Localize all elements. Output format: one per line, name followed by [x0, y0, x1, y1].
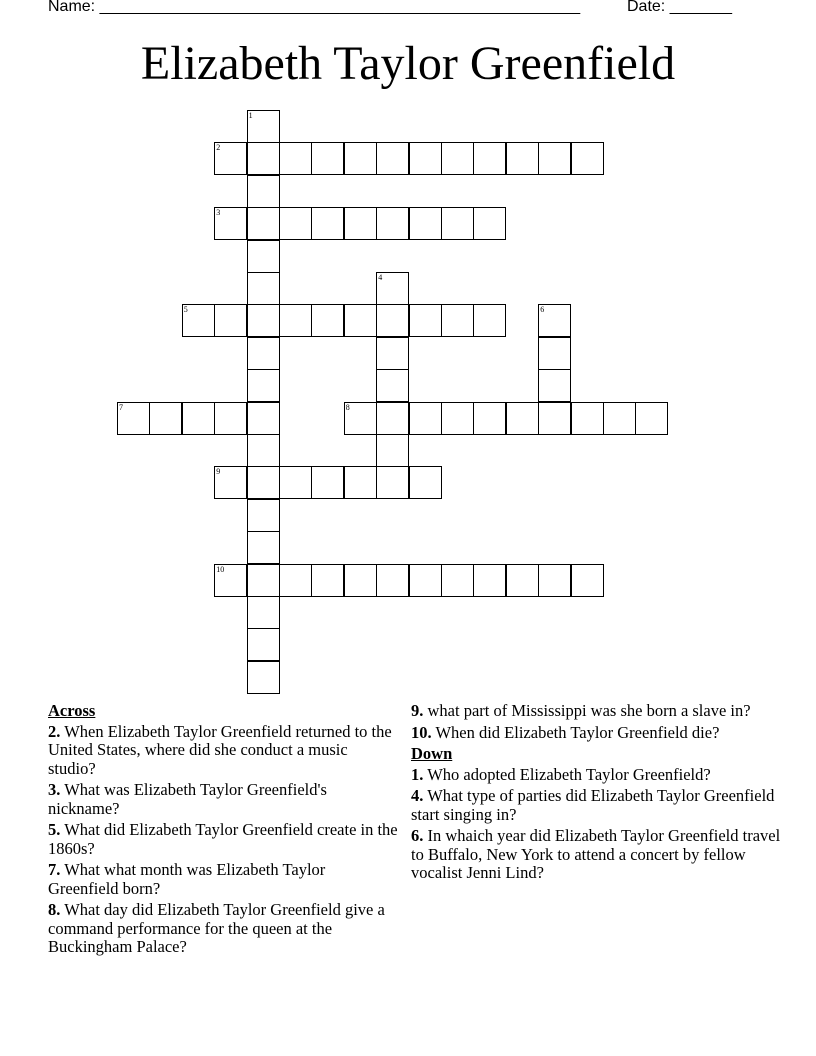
crossword-cell[interactable] — [247, 402, 280, 435]
clue-across-9 — [411, 702, 781, 721]
crossword-cell[interactable] — [247, 175, 280, 208]
crossword-cell[interactable] — [376, 304, 409, 337]
crossword-cell[interactable] — [376, 402, 409, 435]
crossword-cell[interactable] — [311, 304, 344, 337]
clue-number: 10. — [411, 722, 432, 742]
crossword-cell[interactable] — [247, 337, 280, 370]
crossword-cell[interactable] — [214, 304, 247, 337]
crossword-cell[interactable] — [376, 272, 409, 305]
crossword-cell[interactable] — [409, 564, 442, 597]
clue-text: What was Elizabeth Taylor Greenfield's nickname? — [48, 780, 327, 818]
crossword-cell[interactable] — [635, 402, 668, 435]
crossword-cell[interactable] — [538, 142, 571, 175]
crossword-cell[interactable] — [376, 466, 409, 499]
crossword-cell[interactable] — [247, 628, 280, 661]
clue-number-label: 8 — [345, 402, 350, 412]
crossword-cell[interactable] — [279, 207, 312, 240]
crossword-cell[interactable] — [344, 466, 377, 499]
crossword-cell[interactable] — [247, 661, 280, 694]
crossword-cell[interactable] — [311, 564, 344, 597]
crossword-cell[interactable] — [409, 142, 442, 175]
crossword-cell[interactable] — [538, 402, 571, 435]
crossword-cell[interactable] — [149, 402, 182, 435]
clue-number-label: 2 — [216, 143, 221, 153]
crossword-cell[interactable] — [344, 402, 377, 435]
crossword-cell[interactable] — [117, 402, 150, 435]
crossword-cell[interactable] — [473, 402, 506, 435]
clue-number: 6. — [411, 826, 424, 845]
crossword-cell[interactable] — [376, 337, 409, 370]
crossword-cell[interactable] — [506, 564, 539, 597]
crossword-cell[interactable] — [441, 142, 474, 175]
crossword-cell[interactable] — [376, 564, 409, 597]
crossword-cell[interactable] — [344, 207, 377, 240]
clue-text: When Elizabeth Taylor Greenfield returned to the United States, where did she conduct a music studio? — [48, 721, 392, 778]
date-field[interactable]: Date: _______ — [627, 0, 732, 15]
crossword-cell[interactable] — [409, 304, 442, 337]
crossword-cell[interactable] — [441, 207, 474, 240]
crossword-cell[interactable] — [571, 142, 604, 175]
crossword-cell[interactable] — [311, 466, 344, 499]
crossword-cell[interactable] — [247, 142, 280, 175]
clue-number-label: 4 — [378, 273, 383, 282]
clue-text: What type of parties did Elizabeth Taylor Greenfield start singing in? — [411, 786, 775, 824]
crossword-cell[interactable] — [376, 369, 409, 402]
crossword-cell[interactable] — [603, 402, 636, 435]
crossword-cell[interactable] — [247, 434, 280, 467]
down-heading: Down — [411, 744, 453, 763]
crossword-cell[interactable] — [409, 466, 442, 499]
crossword-cell[interactable] — [409, 402, 442, 435]
clue-number-label: 10 — [216, 564, 225, 574]
crossword-cell[interactable] — [182, 304, 215, 337]
crossword-cell[interactable] — [344, 142, 377, 175]
crossword-cell[interactable] — [538, 304, 571, 337]
clue-down-6 — [411, 827, 781, 883]
crossword-cell[interactable] — [311, 142, 344, 175]
crossword-cell[interactable] — [344, 564, 377, 597]
clue-number: 3. — [48, 780, 61, 799]
crossword-cell[interactable] — [247, 207, 280, 240]
crossword-cell[interactable] — [247, 564, 280, 597]
crossword-cell[interactable] — [247, 596, 280, 629]
clue-number-label: 1 — [248, 111, 253, 120]
crossword-cell[interactable] — [538, 369, 571, 402]
crossword-cell[interactable] — [214, 466, 247, 499]
crossword-cell[interactable] — [571, 402, 604, 435]
crossword-cell[interactable] — [376, 142, 409, 175]
name-field[interactable]: Name: ______________________________________________________ — [48, 0, 581, 15]
page-title: Elizabeth Taylor Greenfield — [140, 37, 676, 90]
clue-number: 8. — [48, 900, 61, 919]
clue-text: When did Elizabeth Taylor Greenfield die? — [435, 722, 720, 742]
clues-column-left — [48, 702, 398, 960]
clue-number: 4. — [411, 786, 424, 805]
crossword-cell[interactable] — [247, 272, 280, 305]
clues-column-right — [411, 702, 781, 886]
clue-text: What what month was Elizabeth Taylor Greenfield born? — [48, 860, 326, 898]
clue-number: 7. — [48, 860, 61, 879]
clue-number: 1. — [411, 764, 424, 784]
crossword-cell[interactable] — [538, 337, 571, 370]
crossword-cell[interactable] — [279, 304, 312, 337]
crossword-cell[interactable] — [376, 434, 409, 467]
crossword-cell[interactable] — [506, 142, 539, 175]
clue-down-1 — [411, 766, 781, 785]
clue-number-label: 5 — [183, 305, 188, 315]
clue-number-label: 6 — [540, 305, 545, 315]
crossword-cell[interactable] — [311, 207, 344, 240]
clue-number: 5. — [48, 820, 61, 839]
crossword-cell[interactable] — [441, 564, 474, 597]
clue-text: Who adopted Elizabeth Taylor Greenfield? — [427, 764, 711, 784]
crossword-cell[interactable] — [279, 142, 312, 175]
clue-number-label: 9 — [216, 467, 221, 477]
crossword-cell[interactable] — [473, 564, 506, 597]
clue-across-3 — [48, 781, 398, 818]
clue-across-2 — [48, 723, 398, 779]
crossword-cell[interactable] — [247, 369, 280, 402]
crossword-cell[interactable] — [247, 531, 280, 564]
clue-number-label: 7 — [119, 402, 123, 412]
clue-down-4 — [411, 787, 781, 824]
crossword-cell[interactable] — [473, 207, 506, 240]
crossword-cell[interactable] — [247, 240, 280, 273]
crossword-cell[interactable] — [538, 564, 571, 597]
crossword-cell[interactable] — [182, 402, 215, 435]
crossword-cell[interactable] — [473, 142, 506, 175]
crossword-cell[interactable] — [344, 304, 377, 337]
crossword-cell[interactable] — [247, 110, 280, 143]
clue-text: What did Elizabeth Taylor Greenfield create in the 1860s? — [48, 820, 398, 858]
crossword-cell[interactable] — [441, 402, 474, 435]
clue-across-8 — [48, 901, 398, 957]
clue-across-10 — [411, 724, 781, 743]
crossword-cell[interactable] — [247, 499, 280, 532]
crossword-cell[interactable] — [214, 402, 247, 435]
across-heading: Across — [48, 701, 96, 720]
clue-number: 2. — [48, 721, 61, 741]
clue-across-5 — [48, 821, 398, 858]
clue-text: In whaich year did Elizabeth Taylor Greenfield travel to Buffalo, New York to attend a concert by fellow vocalist Jenni Lind? — [411, 826, 781, 882]
clue-text: what part of Mississippi was she born a slave in? — [427, 701, 751, 720]
crossword-cell[interactable] — [571, 564, 604, 597]
clue-number: 9. — [411, 701, 424, 720]
crossword-cell[interactable] — [473, 304, 506, 337]
crossword-cell[interactable] — [247, 304, 280, 337]
crossword-cell[interactable] — [214, 207, 247, 240]
crossword-cell[interactable] — [441, 304, 474, 337]
crossword-cell[interactable] — [376, 207, 409, 240]
crossword-cell[interactable] — [214, 142, 247, 175]
crossword-cell[interactable] — [214, 564, 247, 597]
clue-text: What day did Elizabeth Taylor Greenfield give a command performance for the queen at the Buckingham Palace? — [48, 900, 385, 956]
crossword-cell[interactable] — [247, 466, 280, 499]
clue-across-7 — [48, 861, 398, 898]
clue-number-label: 3 — [216, 208, 221, 218]
crossword-cell[interactable] — [409, 207, 442, 240]
crossword-cell[interactable] — [279, 564, 312, 597]
crossword-cell[interactable] — [279, 466, 312, 499]
crossword-cell[interactable] — [506, 402, 539, 435]
